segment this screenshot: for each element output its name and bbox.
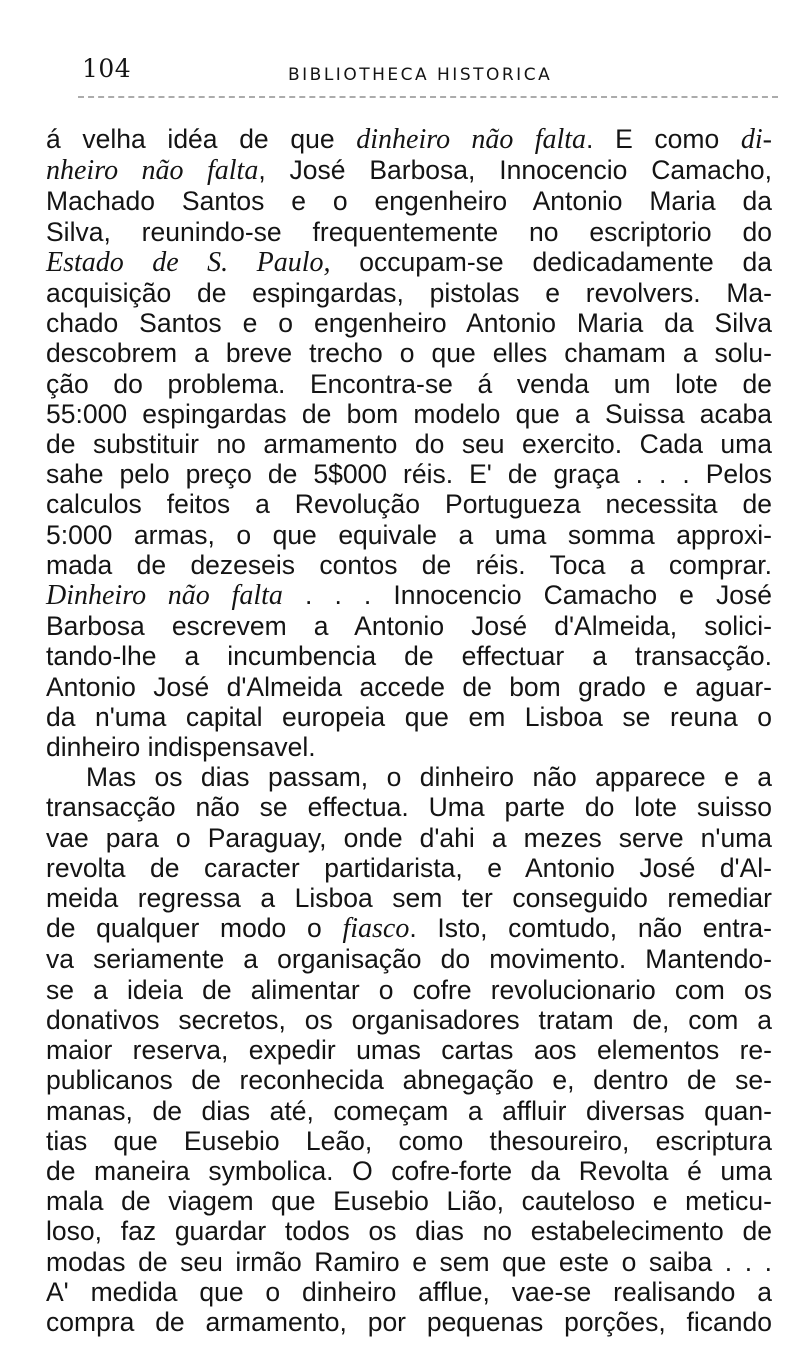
text-line: maior reserva, expedir umas cartas aos elementos re- xyxy=(46,1035,772,1066)
text-line: loso, faz guardar todos os dias no estabelecimento de xyxy=(46,1216,772,1247)
text-line: sahe pelo preço de 5$000 réis. E' de graça . . . Pelos xyxy=(46,459,772,490)
text-line: Machado Santos e o engenheiro Antonio Maria da xyxy=(46,186,772,217)
text-line: Barbosa escrevem a Antonio José d'Almeida, solici- xyxy=(46,611,772,642)
text-line: 5:000 armas, o que equivale a uma somma approxi- xyxy=(46,519,772,550)
text-line: compra de armamento, por pequenas porções, ficando xyxy=(46,1306,772,1337)
text-line: vae para o Paraguay, onde d'ahi a mezes serve n'uma xyxy=(46,822,772,853)
text-line: mala de viagem que Eusebio Lião, cauteloso e meticu- xyxy=(46,1186,772,1217)
text-line: da n'uma capital europeia que em Lisboa se reuna o xyxy=(46,701,772,732)
text-line: de qualquer modo o fiasco. Isto, comtudo, não entra- xyxy=(46,913,772,945)
text-line: Dinheiro não falta . . . Innocencio Camacho e José xyxy=(46,580,772,612)
text-line: modas de seu irmão Ramiro e sem que este o saiba . . . xyxy=(46,1246,772,1277)
text-line: tando-lhe a incumbencia de effectuar a transacção. xyxy=(46,641,772,672)
running-title: BIBLIOTHECA HISTORICA xyxy=(288,65,553,85)
text-line: de maneira symbolica. O cofre-forte da Revolta é uma xyxy=(46,1155,772,1186)
text-line: ção do problema. Encontra-se á venda um lote de xyxy=(46,368,772,399)
text-line: revolta de caracter partidarista, e Antonio José d'Al- xyxy=(46,852,772,883)
page-number: 104 xyxy=(82,54,132,83)
text-line: 55:000 espingardas de bom modelo que a Suissa acaba xyxy=(46,398,772,429)
text-line: acquisição de espingardas, pistolas e revolvers. Ma- xyxy=(46,278,772,309)
body-text xyxy=(46,124,772,1337)
text-line: transacção não se effectua. Uma parte do lote suisso xyxy=(46,792,772,823)
header-rule xyxy=(78,96,778,98)
text-line: nheiro não falta, José Barbosa, Innocencio Camacho, xyxy=(46,155,773,187)
text-line: descobrem a breve trecho o que elles chamam a solu- xyxy=(46,338,772,369)
paragraph-first-line: Mas os dias passam, o dinheiro não apparece e a xyxy=(86,762,772,793)
page-header xyxy=(60,52,780,92)
text-line: tias que Eusebio Leão, como thesoureiro, escriptura xyxy=(46,1125,772,1156)
text-line: á velha idéa de que dinheiro não falta. E como di- xyxy=(46,124,772,155)
text-line: Silva, reunindo-se frequentemente no escriptorio do xyxy=(46,216,772,247)
text-line: Antonio José d'Almeida accede de bom grado e aguar- xyxy=(46,671,772,702)
text-line: calculos feitos a Revolução Portugueza necessita de xyxy=(46,489,772,520)
text-line: se a ideia de alimentar o cofre revolucionario com os xyxy=(46,974,772,1005)
text-line: manas, de dias até, começam a affluir diversas quan- xyxy=(46,1095,772,1126)
text-line: A' medida que o dinheiro afflue, vae-se realisando a xyxy=(46,1276,772,1307)
text-line: Estado de S. Paulo, occupam-se dedicadamente da xyxy=(46,246,772,278)
paragraph-last-line: dinheiro indispensavel. xyxy=(46,732,316,763)
text-line: meida regressa a Lisboa sem ter conseguido remediar xyxy=(46,883,772,914)
text-line: donativos secretos, os organisadores tratam de, com a xyxy=(46,1004,772,1035)
text-line: publicanos de reconhecida abnegação e, dentro de se- xyxy=(46,1065,772,1096)
text-line: va seriamente a organisação do movimento. Mantendo- xyxy=(46,944,772,975)
text-line: de substituir no armamento do seu exercito. Cada uma xyxy=(46,429,772,460)
text-line: mada de dezeseis contos de réis. Toca a comprar. xyxy=(46,549,772,580)
text-line: chado Santos e o engenheiro Antonio Maria da Silva xyxy=(46,308,772,339)
